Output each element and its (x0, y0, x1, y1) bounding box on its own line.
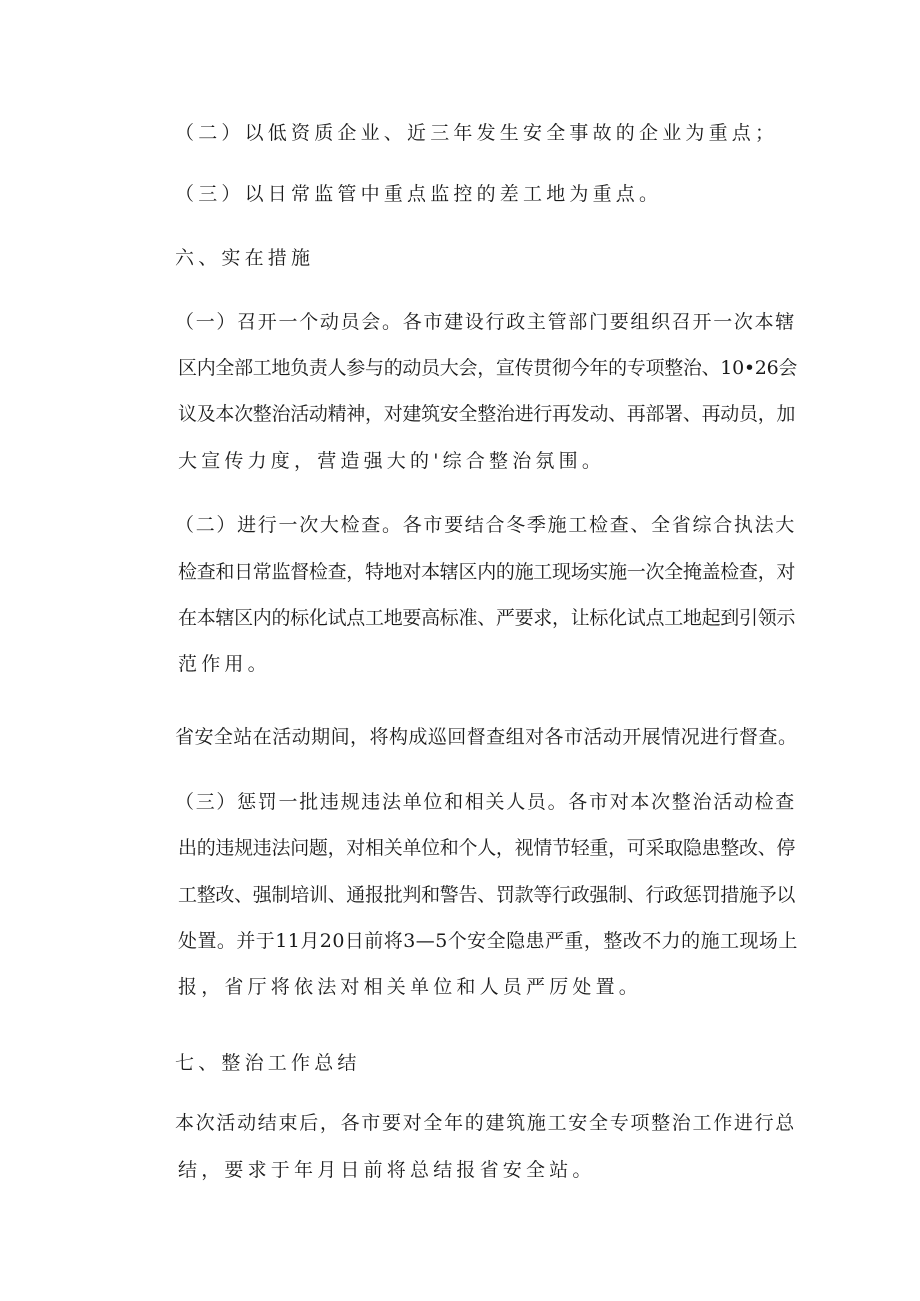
paragraph-focus-3: （三）以日常监管中重点监控的差工地为重点。 (175, 183, 663, 205)
summary-line: 结，要求于年月日前将总结报省安全站。 (178, 1159, 596, 1181)
measure-3-line: 报，省厅将依法对相关单位和人员严厉处置。 (178, 976, 643, 998)
measure-2-line: 检查和日常监督检查，特地对本辖区内的施工现场实施一次全掩盖检查，对 (178, 561, 796, 583)
measure-1-line: 区内全部工地负责人参与的动员大会，宣传贯彻今年的专项整治、10•26会 (178, 357, 798, 379)
measure-1-line: 议及本次整治活动精神，对建筑安全整治进行再发动、再部署、再动员，加 (178, 403, 796, 425)
summary-line: 本次活动结束后，各市要对全年的建筑施工安全专项整治工作进行总 (175, 1112, 797, 1134)
measure-1-line: 大宣传力度，营造强大的'综合整治氛围。 (178, 450, 606, 472)
measure-3-line: 工整改、强制培训、通报批判和警告、罚款等行政强制、行政惩罚措施予以 (178, 884, 796, 906)
supervision-note: 省安全站在活动期间，将构成巡回督查组对各市活动开展情况进行督查。 (175, 726, 798, 748)
section-6-heading: 六、实在措施 (175, 247, 315, 269)
measure-1-line: （一）召开一个动员会。各市建设行政主管部门要组织召开一次本辖 (175, 311, 797, 333)
measure-2-line: （二）进行一次大检查。各市要结合冬季施工检查、全省综合执法大 (175, 514, 797, 536)
measure-3-line: 处置。并于11月20日前将3—5个安全隐患严重，整改不力的施工现场上 (178, 930, 798, 952)
measure-2-line: 范作用。 (178, 653, 271, 675)
paragraph-focus-2: （二）以低资质企业、近三年发生安全事故的企业为重点； (175, 122, 779, 144)
measure-2-line: 在本辖区内的标化试点工地要高标准、严要求，让标化试点工地起到引领示 (178, 607, 796, 629)
section-7-heading: 七、整治工作总结 (175, 1052, 361, 1074)
measure-3-line: （三）惩罚一批违规违法单位和相关人员。各市对本次整治活动检查 (175, 791, 797, 813)
measure-3-line: 出的违规违法问题，对相关单位和个人，视情节轻重，可采取隐患整改、停 (178, 837, 796, 859)
